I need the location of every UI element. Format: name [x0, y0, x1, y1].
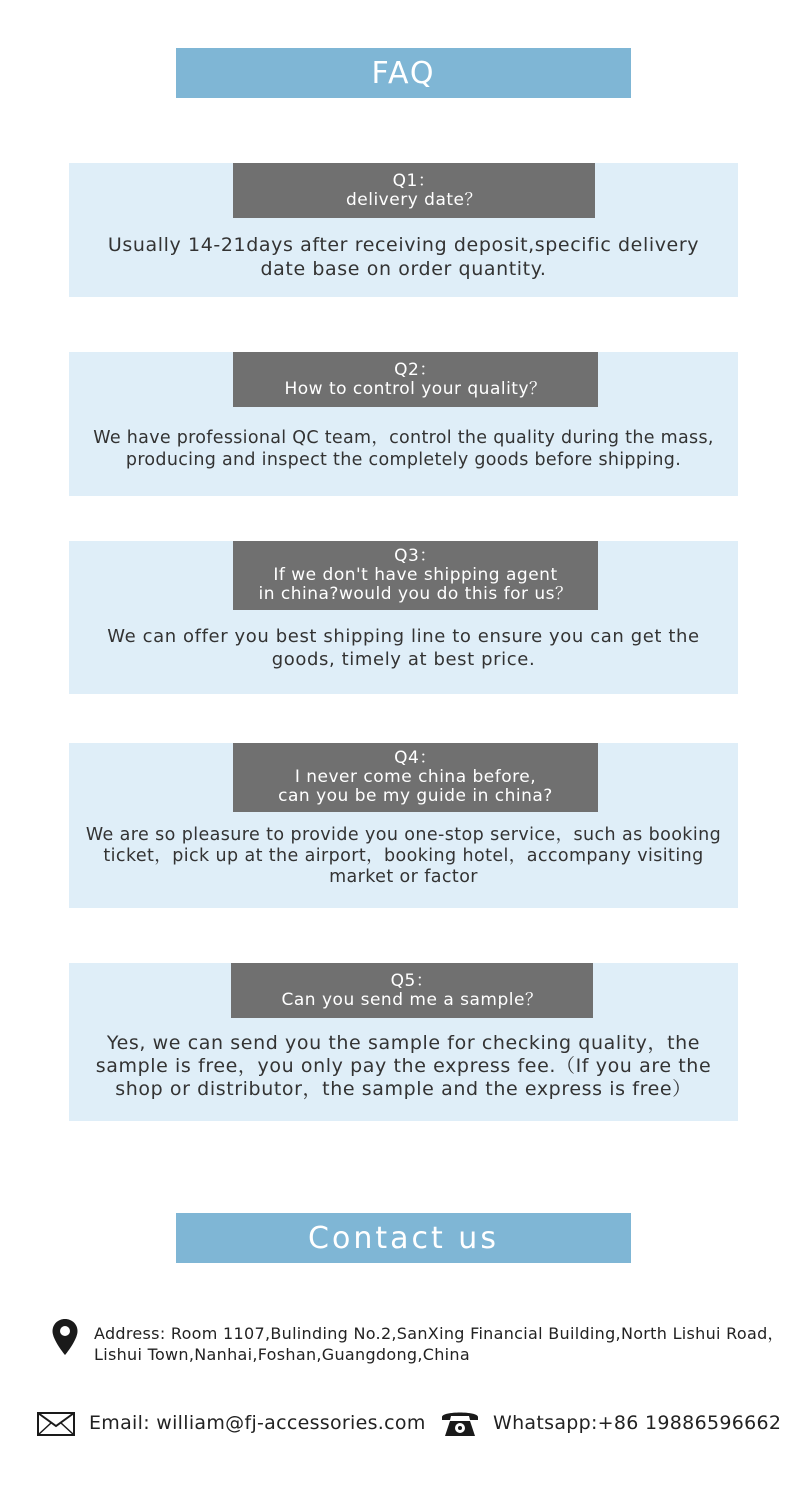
answer-text-q4: We are so pleasure to provide you one-stop service，such as booking ticket，pick up at the airport，booking hotel，accompany visiting market or factor [85, 825, 722, 887]
question-text-line1: If we don't have shipping agent [273, 565, 558, 585]
address-line-1: Address: Room 1107,Bulinding No.2,SanXing Financial Building,North Lishui Road， [94, 1324, 784, 1343]
faq-banner [176, 48, 631, 98]
telephone-icon [440, 1408, 480, 1438]
answer-text-q3: We can offer you best shipping line to ensure you can get the goods, timely at best price. [107, 626, 700, 670]
address-line-2: Lishui Town,Nanhai,Foshan,Guangdong,China [94, 1345, 470, 1364]
question-box-q1 [233, 163, 595, 218]
question-number: Q3： [394, 546, 437, 566]
faq-title: FAQ [371, 55, 436, 91]
question-text: delivery date？ [345, 189, 482, 210]
answer-text-q2: We have professional QC team，control the quality during the mass, producing and inspect the completely goods before shipping. [93, 428, 714, 470]
email-text[interactable]: Email: william@fj-accessories.com [89, 1412, 426, 1434]
contact-title: Contact us [308, 1220, 499, 1256]
question-text-line1: I never come china before, [294, 767, 537, 787]
question-box-q5 [231, 963, 593, 1018]
question-box-q4 [233, 743, 598, 812]
faq-card-q5 [69, 963, 738, 1121]
contact-banner [176, 1213, 631, 1263]
question-number: Q1： [392, 170, 436, 191]
faq-card-q3 [69, 541, 738, 694]
question-number: Q5： [390, 970, 434, 991]
question-box-q2 [233, 352, 598, 407]
location-pin-icon [51, 1318, 79, 1356]
question-text: How to control your quality？ [284, 378, 547, 399]
faq-card-q2 [69, 352, 738, 496]
question-text: Can you send me a sample？ [281, 989, 543, 1010]
envelope-icon [37, 1412, 75, 1436]
question-number: Q4： [394, 748, 437, 768]
question-number: Q2： [394, 359, 437, 380]
answer-text-q1: Usually 14-21days after receiving deposit,specific delivery date base on order quantity. [107, 234, 700, 280]
question-text-line2: can you be my guide in china? [278, 786, 553, 806]
question-box-q3 [233, 541, 598, 610]
answer-text-q5: Yes, we can send you the sample for checking quality，the sample is free，you only pay the express fee.（If you are the shop or distributor，the sample and the express is free） [95, 1032, 712, 1100]
faq-card-q1 [69, 163, 738, 297]
faq-card-q4 [69, 743, 738, 908]
whatsapp-text[interactable]: Whatsapp:+86 19886596662 [493, 1412, 782, 1434]
question-text-line2: in china?would you do this for us？ [258, 584, 573, 604]
